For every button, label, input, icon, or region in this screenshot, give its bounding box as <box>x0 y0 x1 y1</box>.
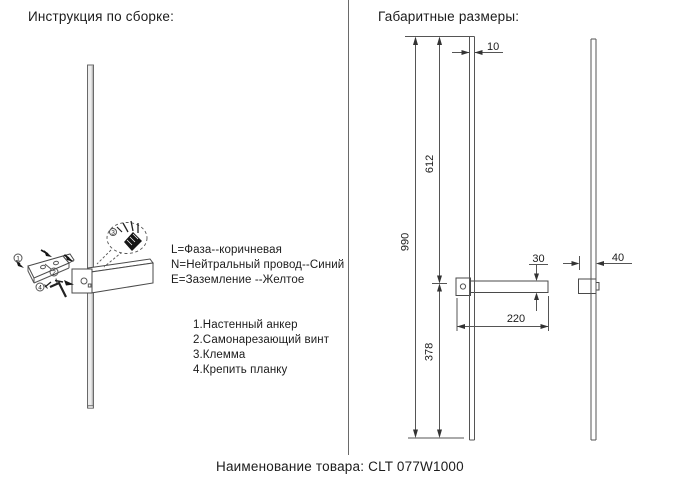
svg-text:1: 1 <box>16 255 20 263</box>
right-panel-title: Габаритные размеры: <box>378 9 520 24</box>
lamp-bar-illustration <box>88 259 153 293</box>
parts-item-3: 3.Клемма <box>193 349 246 361</box>
dim-bar-length-label: 220 <box>506 313 526 325</box>
product-name-label: Наименование товара: CLT 077W1000 <box>216 459 464 474</box>
svg-text:2: 2 <box>52 269 56 277</box>
wiring-line-e: E=Заземление --Желтое <box>171 274 305 286</box>
dim-bar-depth <box>563 252 632 270</box>
pole-front-view-fill <box>470 37 475 441</box>
anchor-screw-illustration <box>45 282 52 289</box>
left-panel-title: Инструкция по сборке: <box>28 9 175 24</box>
dim-pole-width <box>452 41 503 55</box>
dim-lower-height <box>424 284 443 439</box>
pole-side-view-fill <box>591 39 596 440</box>
dim-total-height-label: 990 <box>399 232 412 252</box>
parts-item-1: 1.Настенный анкер <box>193 319 298 331</box>
lamp-pole-illustration <box>88 65 94 408</box>
wiring-line-n: N=Нейтральный провод--Синий <box>171 259 345 271</box>
dim-upper-height-label: 612 <box>424 154 436 174</box>
part-marker-1 <box>14 254 22 262</box>
wiring-line-l: L=Фаза--коричневая <box>171 244 282 256</box>
parts-list <box>193 319 330 376</box>
dim-upper-height <box>424 37 442 284</box>
hex-key-illustration <box>50 283 66 297</box>
parts-item-2: 2.Самонарезающий винт <box>193 334 330 346</box>
part-marker-4 <box>36 283 44 291</box>
dim-bar-depth-label: 40 <box>611 252 625 264</box>
dim-total-height <box>400 37 419 439</box>
dim-bar-height-label: 30 <box>532 253 545 265</box>
bar-end-cap-illustration <box>72 269 92 293</box>
wiring-legend <box>171 244 344 286</box>
dim-pole-width-label: 10 <box>487 41 500 53</box>
parts-item-4: 4.Крепить планку <box>193 364 288 376</box>
svg-text:4: 4 <box>38 284 42 292</box>
svg-text:3: 3 <box>111 229 115 237</box>
dim-lower-height-label: 378 <box>423 342 436 362</box>
